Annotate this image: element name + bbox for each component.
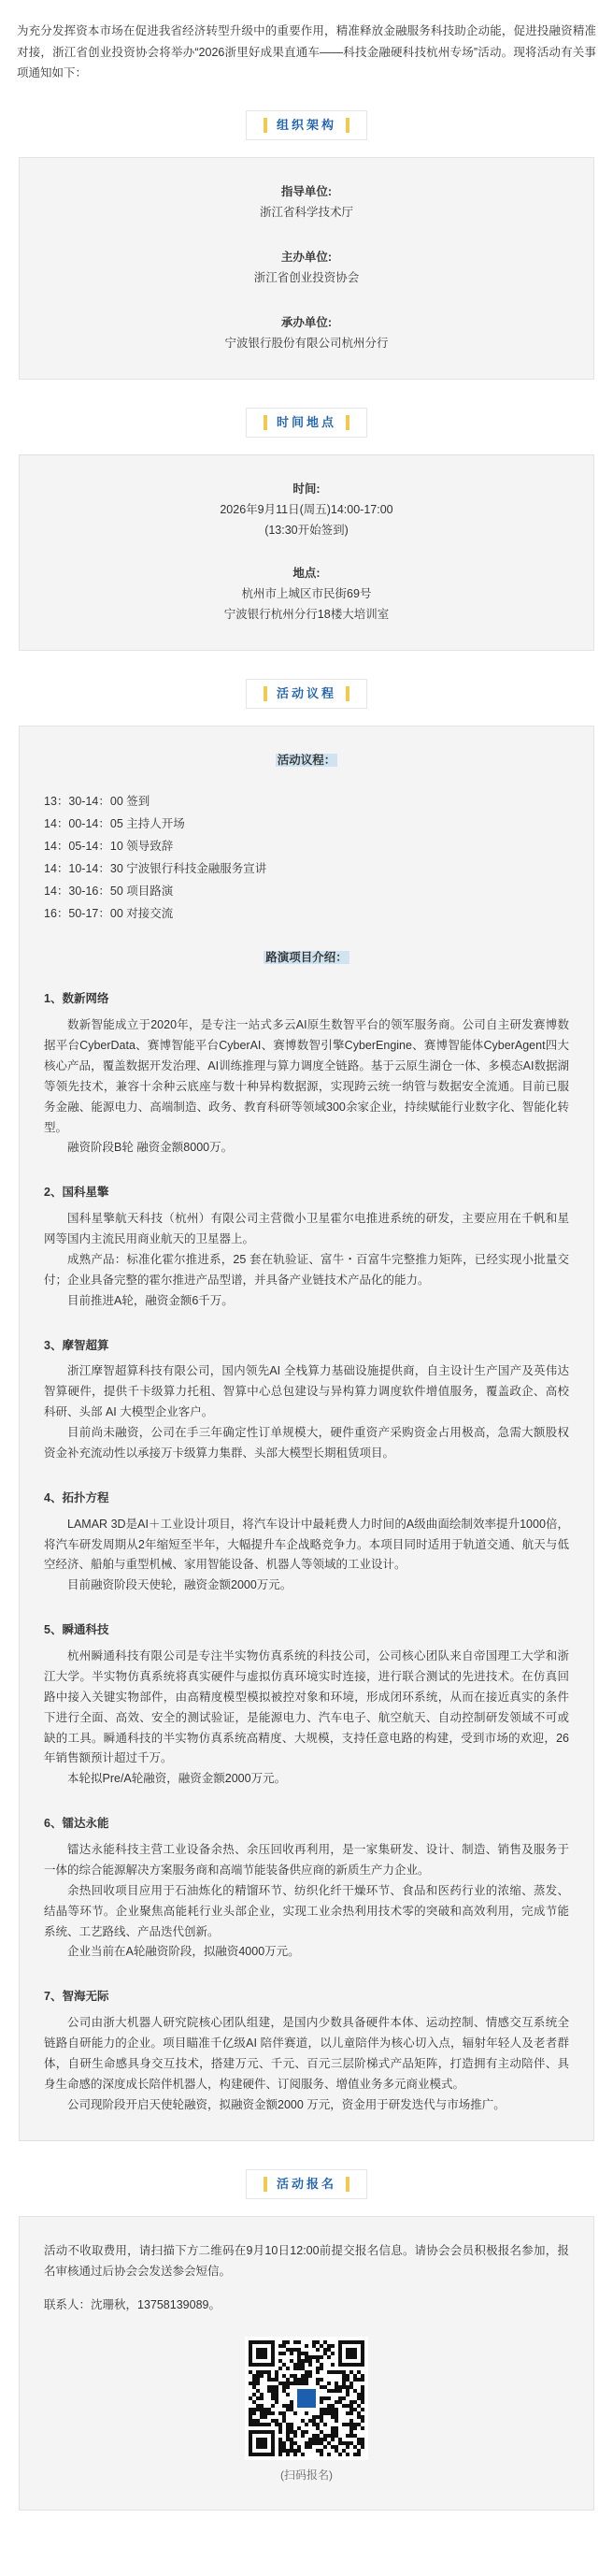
projects-heading-wrap [44, 948, 569, 969]
agenda-section-tag [246, 679, 367, 710]
project-title: 1、数新网络 [44, 992, 109, 1006]
timeplace-section-tag [246, 408, 367, 439]
org-section-tag [246, 110, 367, 141]
org-value: 浙江省科学技术厅 [259, 206, 353, 220]
project-para: 成熟产品：标准化霍尔推进系，25 套在轨验证、富牛・百富牛完整推力矩阵，已经实现小批量交付；企业具备完整的霍尔推进产品型谱，并具备产业链技术产品化的能力。 [44, 1252, 569, 1287]
agenda-section-head [17, 679, 596, 710]
bar-icon [264, 118, 267, 133]
project-item [44, 1620, 569, 1790]
timeplace-heading: 时间地点 [276, 414, 336, 429]
project-para: 杭州瞬通科技有限公司是专注半实物仿真系统的科技公司，公司核心团队来自帝国理工大学和浙江大学。半实物仿真系统将真实硬件与虚拟仿真环境实时连接，进行联合测试的先进技术。在仿真回路中接入关键实物部件，由高精度模型模拟被控对象和环境，形成闭环系统，从而在接近真实的条件下进行全面、高效、安全的测试验证，是能源电力、汽车电子、航空航天、自动控制研发领域不可或缺的工具。瞬通科技的半实物仿真系统高精度、大规模，支持任意电路的构建，受到市场的欢迎，26年销售额预计超过千万。 [44, 1649, 569, 1765]
time-label: 时间: [292, 482, 321, 496]
place-label: 地点: [292, 566, 321, 580]
timeplace-section-head [17, 408, 596, 439]
project-title: 6、镭达永能 [44, 1817, 109, 1831]
place-line: 宁波银行杭州分行18楼大培训室 [223, 607, 390, 621]
agenda-heading: 活动议程 [276, 685, 336, 700]
qr-caption: (扫码报名) [280, 2468, 333, 2482]
org-item-guide [44, 182, 569, 223]
agenda-item: 14：30-16：50 项目路演 [44, 884, 174, 898]
agenda-item: 16：50-17：00 对接交流 [44, 906, 174, 920]
bar-icon [346, 118, 349, 133]
org-section-head [17, 110, 596, 141]
project-item [44, 1489, 569, 1596]
time-value: 2026年9月11日(周五)14:00-17:00 [220, 503, 393, 517]
project-item [44, 1336, 569, 1464]
register-contact: 联系人：沈珊秋，13758139089。 [44, 2298, 221, 2311]
project-para: 公司由浙大机器人研究院核心团队组建，是国内少数具备硬件本体、运动控制、情感交互系统全链路自研能力的企业。项目瞄准千亿级AI 陪伴赛道，以儿童陪伴为核心切入点，辐射年轻人及老者群体，自研生命感具身交互技术，搭建万元、千元、百元三层阶梯式产品矩阵，打造拥有主动陪伴、具身生命感的深度成长陪伴机器人，构建硬件、订阅服务、增值业务多元商业模式。 [44, 2016, 569, 2091]
register-card [19, 2216, 594, 2511]
project-para: LAMAR 3D是AI＋工业设计项目，将汽车设计中最耗费人力时间的A级曲面绘制效率提升1000倍，将汽车研发周期从2年缩短至半年，大幅提升车企战略竞争力。本项目同时适用于轨道交通、航天与低空经济、船舶与重型机械、家用智能设备、机器人等领域的工业设计。 [44, 1517, 569, 1572]
register-section-head [17, 2169, 596, 2200]
org-label: 承办单位: [280, 315, 333, 329]
intro-paragraph: 为充分发挥资本市场在促进我省经济转型升级中的重要作用，精准释放金融服务科技助企动能，促进投融资精准对接，浙江省创业投资协会将举办“2026浙里好成果直通车——科技金融硬科技杭州专场”活动。现将活动有关事项通知如下： [17, 24, 596, 79]
project-title: 3、摩智超算 [44, 1338, 109, 1352]
project-item [44, 1814, 569, 1963]
agenda-title-wrap [44, 751, 569, 771]
qr-code-icon[interactable] [245, 2337, 368, 2460]
agenda-item: 14：00-14：05 主持人开场 [44, 817, 185, 830]
org-value: 宁波银行股份有限公司杭州分行 [224, 336, 389, 350]
project-title: 5、瞬通科技 [44, 1623, 109, 1637]
project-para: 国科星擎航天科技（杭州）有限公司主营微小卫星霍尔电推进系统的研发，主要应用在千帆和星网等国内主流民用商业航天的卫星器上。 [44, 1212, 569, 1245]
place-block [44, 564, 569, 626]
project-para: 目前推进A轮，融资金额6千万。 [67, 1293, 234, 1307]
time-note: (13:30开始签到) [264, 524, 349, 537]
org-label: 主办单位: [280, 251, 333, 264]
agenda-item: 13：30-14：00 签到 [44, 795, 150, 809]
project-para: 目前尚未融资，公司在手三年确定性订单规模大，硬件重资产采购资金占用极高，急需大额股权资金补充流动性以承接万卡级算力集群、头部大模型长期租赁项目。 [44, 1426, 569, 1460]
agenda-card [19, 726, 594, 2140]
project-para: 公司现阶段开启天使轮融资，拟融资金额2000 万元，资金用于研发迭代与市场推广。 [67, 2097, 506, 2111]
bar-icon [346, 2177, 349, 2192]
project-para: 本轮拟Pre/A轮融资，融资金额2000万元。 [67, 1772, 287, 1786]
register-text: 活动不收取费用，请扫描下方二维码在9月10日12:00前提交报名信息。请协会会员积极报名参加，报名审核通过后协会会发送参会短信。 [44, 2244, 569, 2279]
project-item [44, 989, 569, 1158]
bar-icon [264, 415, 267, 430]
project-para: 余热回收项目应用于石油炼化的精馏环节、纺织化纤干燥环节、食品和医药行业的浓缩、蒸发、结晶等环节。企业聚焦高能耗行业头部企业，实现工业余热利用技术零的突破和高效利用，完成节能系统、工艺路线、产品迭代创新。 [44, 1883, 569, 1938]
org-label: 指导单位: [280, 185, 333, 199]
time-block [44, 480, 569, 541]
project-title: 4、拓扑方程 [44, 1490, 109, 1504]
qr-wrap [44, 2337, 569, 2485]
project-title: 7、智海无际 [44, 1990, 109, 2004]
timeplace-card [19, 454, 594, 650]
project-title: 2、国科星擎 [44, 1186, 109, 1200]
org-value: 浙江省创业投资协会 [253, 270, 360, 284]
org-item-host [44, 248, 569, 289]
project-para: 企业当前在A轮融资阶段，拟融资4000万元。 [67, 1945, 300, 1959]
bar-icon [346, 686, 349, 701]
register-heading: 活动报名 [276, 2176, 336, 2191]
agenda-item: 14：05-14：10 领导致辞 [44, 839, 174, 853]
project-item [44, 1987, 569, 2115]
bar-icon [264, 686, 267, 701]
agenda-list [44, 792, 569, 924]
org-item-organizer [44, 313, 569, 354]
bar-icon [346, 415, 349, 430]
project-para: 浙江摩智超算科技有限公司，国内领先AI 全栈算力基础设施提供商，自主设计生产国产及英伟达智算硬件，提供千卡级算力托租、智算中心总包建设与异构算力调度软件增值服务，覆盖政企、高校科研、头部 AI 大模型企业客户。 [44, 1364, 569, 1419]
projects-heading: 路演项目介绍： [265, 951, 348, 965]
project-para: 目前融资阶段天使轮，融资金额2000万元。 [67, 1578, 292, 1592]
org-heading: 组织架构 [276, 117, 336, 132]
agenda-title: 活动议程： [277, 754, 336, 768]
place-line: 杭州市上城区市民街69号 [241, 586, 372, 600]
project-para: 融资阶段B轮 融资金额8000万。 [67, 1141, 234, 1155]
project-para: 数新智能成立于2020年，是专注一站式多云AI原生数智平台的领军服务商。公司自主研发赛博数据平台CyberData、赛博智能平台CyberAI、赛博数智引擎CyberEngine、赛博智能体CyberAgent四大核心产品，覆盖数据开发治理、AI训练推理与算力调度全链路。基于云原生湖仓一体、多模态AI数据湖等领先技术，兼容十余种云底座与数十种异构数据源，实现跨云统一纳管与数据安全流通。目前已服务金融、能源电力、高端制造、政务、教育科研等领域300余家企业，持续赋能行业数字化、智能化转型。 [44, 1018, 569, 1134]
org-card [19, 157, 594, 379]
agenda-item: 14：10-14：30 宁波银行科技金融服务宣讲 [44, 861, 267, 875]
register-section-tag [246, 2169, 367, 2200]
project-item [44, 1183, 569, 1311]
bar-icon [264, 2177, 267, 2192]
project-para: 镭达永能科技主营工业设备余热、余压回收再利用，是一家集研发、设计、制造、销售及服务于一体的综合能源解决方案服务商和高端节能装备供应商的新质生产力企业。 [44, 1843, 569, 1877]
